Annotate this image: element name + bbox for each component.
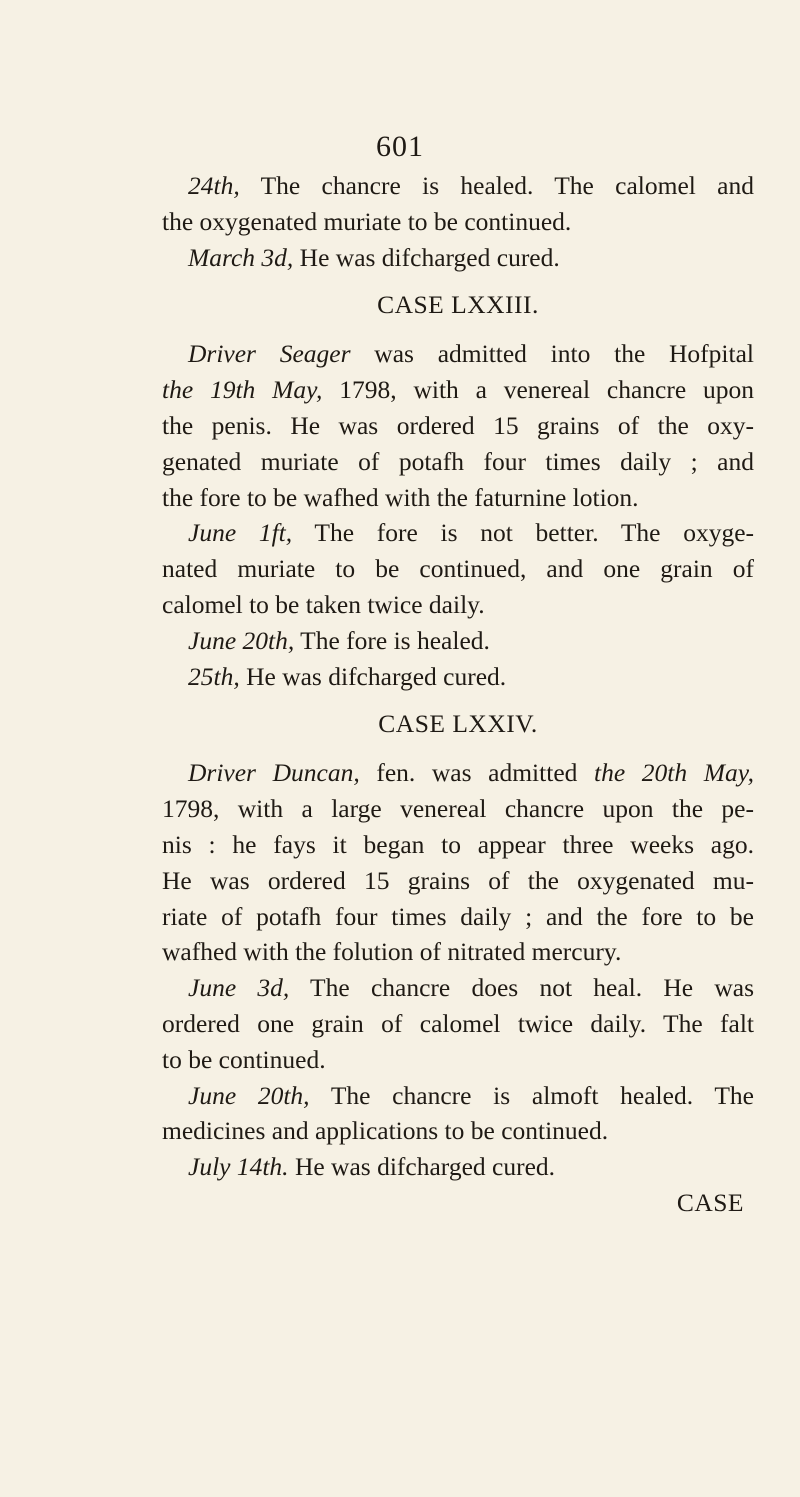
text-line — [162, 623, 754, 659]
text-segment: nated muriate to be continued, and one grain of — [162, 554, 754, 584]
text-segment: the fore to be wafhed with the faturnine lotion. — [162, 482, 639, 512]
italic-text: June 3d, — [188, 973, 290, 1003]
text-segment: The chancre does not heal. He was — [289, 973, 754, 1003]
text-segment: He was difcharged cured. — [293, 242, 560, 272]
text-line — [162, 480, 754, 516]
text-line — [162, 204, 754, 240]
text-line — [162, 551, 754, 587]
text-segment: The chancre is almoft healed. The — [309, 1080, 754, 1110]
italic-text: July 14th. — [188, 1152, 289, 1182]
text-line — [162, 934, 754, 970]
text-segment: nis : he fays it began to appear three weeks ago. — [162, 829, 754, 859]
text-line — [162, 408, 754, 444]
text-segment: the oxygenated muriate to be continued. — [162, 206, 572, 236]
text-line — [162, 372, 754, 408]
italic-text: 24th, — [188, 171, 240, 200]
text-segment: medicines and applications to be continued. — [162, 1116, 609, 1146]
text-line — [162, 168, 754, 204]
text-line — [162, 827, 754, 863]
text-line — [162, 1078, 754, 1114]
italic-text: June 1ft, — [188, 518, 293, 548]
text-segment: The chancre is healed. The calomel and — [239, 171, 754, 200]
text-line — [162, 515, 754, 551]
text-line — [162, 1042, 754, 1078]
text-line — [162, 863, 754, 899]
text-line — [162, 240, 754, 276]
italic-text: June 20th, — [188, 625, 295, 655]
italic-text: Driver Seager — [188, 339, 351, 369]
italic-text: the 20th May, — [594, 758, 754, 788]
italic-text: June 20th, — [188, 1080, 310, 1110]
text-segment: 1798, with a venereal chancre upon — [322, 375, 754, 405]
text-line — [162, 659, 754, 695]
text-line — [162, 899, 754, 935]
text-segment: calomel to be taken twice daily. — [162, 589, 485, 619]
page-number: 601 — [376, 130, 424, 163]
catchword — [162, 1185, 754, 1221]
text-segment: He was difcharged cured. — [288, 1152, 556, 1182]
text-segment: fen. was admitted — [359, 758, 594, 788]
text-line — [162, 587, 754, 623]
italic-text: March 3d, — [188, 242, 294, 272]
text-segment: was admitted into the Hofpital — [350, 339, 754, 369]
text-line — [162, 970, 754, 1006]
text-segment: to be continued. — [162, 1044, 326, 1074]
text-segment: He was ordered 15 grains of the oxygenated mu- — [162, 865, 754, 895]
text-line — [162, 444, 754, 480]
text-segment: The fore is healed. — [294, 625, 490, 655]
text-segment: genated muriate of potafh four times daily ; and — [162, 446, 754, 476]
text-segment: ordered one grain of calomel twice daily. The falt — [162, 1008, 754, 1038]
case-heading — [162, 700, 754, 747]
text-segment: CASE — [676, 1187, 744, 1217]
text-line — [162, 1006, 754, 1042]
text-segment: The fore is not better. The oxyge- — [292, 518, 754, 548]
text-segment: the penis. He was ordered 15 grains of the oxy- — [162, 410, 754, 440]
page-body-text — [162, 168, 754, 1221]
text-line — [162, 1149, 754, 1185]
text-line — [162, 1113, 754, 1149]
text-line — [162, 336, 754, 372]
text-segment: riate of potafh four times daily ; and the fore to be — [162, 901, 754, 931]
text-segment: He was difcharged cured. — [239, 661, 507, 691]
text-line — [162, 755, 754, 791]
text-segment: CASE LXXIV. — [378, 709, 538, 739]
italic-text: the 19th May, — [162, 375, 323, 405]
italic-text: Driver Duncan, — [188, 758, 360, 788]
text-line — [162, 791, 754, 827]
text-segment: CASE LXXIII. — [377, 290, 539, 320]
case-heading — [162, 281, 754, 328]
italic-text: 25th, — [188, 661, 240, 691]
text-segment: 1798, with a large venereal chancre upon the pe- — [162, 794, 754, 824]
text-segment: wafhed with the folution of nitrated mercury. — [162, 937, 622, 967]
